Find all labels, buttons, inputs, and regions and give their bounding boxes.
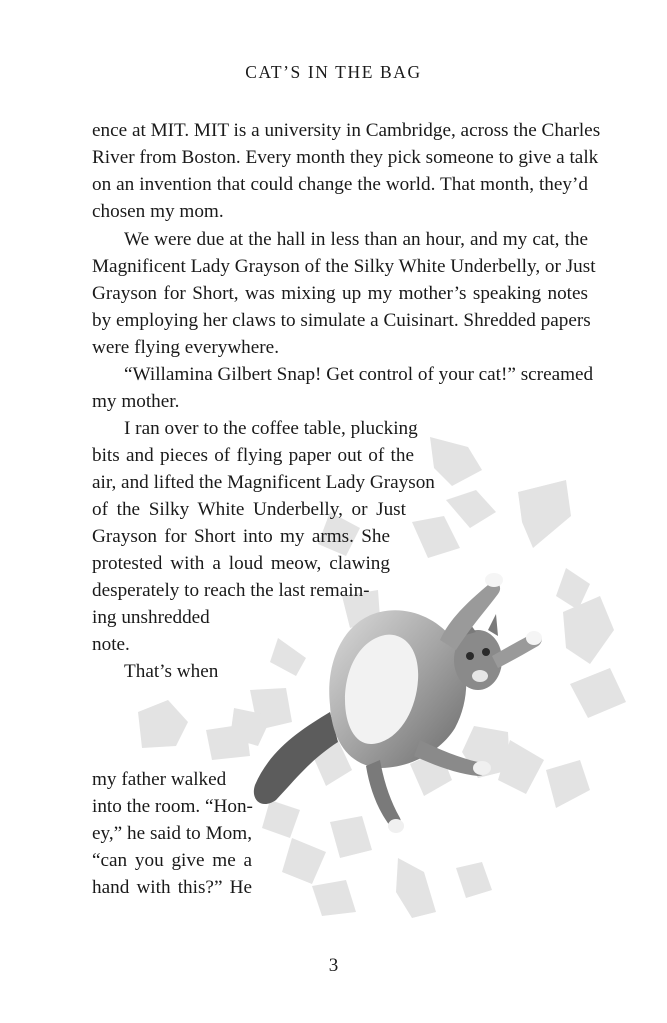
text-line: my father walked [92, 769, 227, 790]
text-line: Magnificent Lady Grayson of the Silky White Underbelly, or Just [92, 256, 596, 277]
paper-scrap [446, 490, 496, 528]
page-number: 3 [328, 955, 339, 976]
paper-scrap [456, 862, 492, 898]
text-line: ing unshredded [92, 607, 210, 628]
text-line: I ran over to the coffee table, plucking [124, 418, 418, 439]
text-line: bits and pieces of flying paper out of the [92, 445, 414, 466]
paper-scrap [570, 668, 626, 718]
cat-figure [254, 573, 542, 833]
paper-scrap [330, 816, 372, 858]
paper-scrap [430, 437, 482, 486]
text-line: ey,” he said to Mom, [92, 823, 252, 844]
text-line: “can you give me a [92, 850, 252, 871]
text-line: We were due at the hall in less than an hour, and my cat, the [124, 229, 588, 250]
paper-scrap [138, 700, 188, 748]
text-line: into the room. “Hon- [92, 796, 253, 817]
text-line: my mother. [92, 391, 180, 412]
paper-scrap [312, 880, 356, 916]
text-line: Grayson for Short, was mixing up my mother’s speaking notes [92, 283, 588, 304]
text-line: on an invention that could change the world. That month, they’d [92, 174, 588, 195]
paper-scrap [563, 596, 614, 664]
text-line: were flying everywhere. [92, 337, 279, 358]
paper-scrap [206, 724, 250, 760]
text-line: desperately to reach the last remain- [92, 580, 370, 601]
text-line: chosen my mom. [92, 201, 224, 222]
paper-scrap [396, 858, 436, 918]
text-line: of the Silky White Underbelly, or Just [92, 499, 406, 520]
text-line: That’s when [124, 661, 219, 682]
text-line: “Willamina Gilbert Snap! Get control of your cat!” screamed [124, 364, 594, 385]
paper-scrap [546, 760, 590, 808]
text-line: by employing her claws to simulate a Cuisinart. Shredded papers [92, 310, 591, 331]
text-line: Grayson for Short into my arms. She [92, 526, 390, 547]
paper-scrap [282, 838, 326, 884]
text-line: hand with this?” He [92, 877, 252, 898]
text-line: note. [92, 634, 130, 655]
text-line: River from Boston. Every month they pick someone to give a talk [92, 147, 599, 168]
paper-scrap [270, 638, 306, 676]
text-line: ence at MIT. MIT is a university in Cambridge, across the Charles [92, 120, 601, 141]
running-header: CAT’S IN THE BAG [245, 62, 422, 82]
paper-scrap [412, 516, 460, 558]
paper-scrap [262, 800, 300, 838]
paper-scrap [518, 480, 571, 548]
text-line: air, and lifted the Magnificent Lady Grayson [92, 472, 435, 493]
text-line: protested with a loud meow, clawing [92, 553, 390, 574]
